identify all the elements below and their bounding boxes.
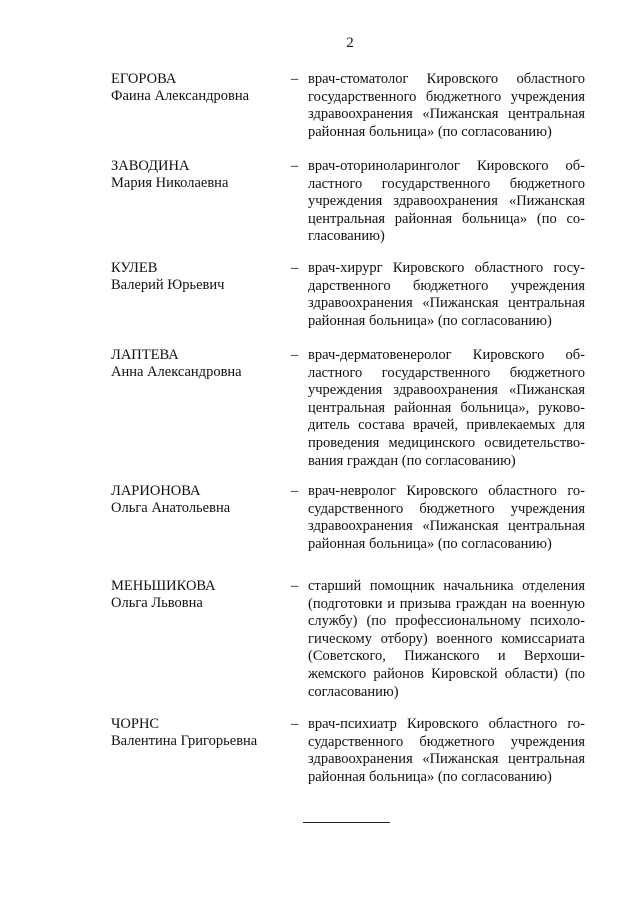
entry-dash: –	[291, 347, 299, 363]
member-position	[308, 260, 585, 330]
entry-dash: –	[291, 483, 299, 499]
member-position	[308, 71, 585, 141]
member-surname: МЕНЬШИКОВА	[111, 578, 216, 594]
position-text-line: учреждения здравоохранения «Пижанская	[308, 193, 585, 210]
member-position	[308, 158, 585, 246]
member-name	[111, 260, 286, 294]
position-text-line: старший помощник начальника отделения	[308, 578, 585, 594]
end-of-list-rule	[303, 822, 390, 823]
entry-dash: –	[291, 578, 299, 594]
member-position	[308, 347, 585, 470]
position-text-line: вания граждан (по согласованию)	[308, 452, 516, 469]
member-given-names: Валентина Григорьевна	[111, 733, 258, 749]
member-position	[308, 578, 585, 701]
member-given-names: Мария Николаевна	[111, 175, 229, 191]
member-given-names: Анна Александровна	[111, 364, 242, 380]
member-surname: ЗАВОДИНА	[111, 158, 190, 174]
member-given-names: Ольга Анатольевна	[111, 500, 231, 516]
member-given-names: Валерий Юрьевич	[111, 277, 225, 293]
position-text-line: районная больница» (по согласованию)	[308, 535, 552, 552]
position-text-line: согласованию)	[308, 683, 399, 700]
member-name	[111, 158, 286, 192]
position-text-line: врач-оториноларинголог Кировского об-	[308, 158, 585, 174]
position-text-line: здравоохранения «Пижанская центральная	[308, 751, 585, 768]
member-name	[111, 347, 286, 381]
member-name	[111, 71, 286, 105]
member-given-names: Ольга Львовна	[111, 595, 203, 611]
member-surname: ЛАРИОНОВА	[111, 483, 201, 499]
position-text-line: врач-невролог Кировского областного го-	[308, 483, 585, 499]
position-text-line: дитель состава врачей, привлекаемых для	[308, 417, 585, 434]
position-text-line: ластного государственного бюджетного	[308, 175, 585, 192]
position-text-line: гическому отбору) военного комиссариата	[308, 630, 585, 647]
position-text-line: сударственного бюджетного учреждения	[308, 500, 585, 517]
position-text-line: районная больница» (по согласованию)	[308, 312, 552, 329]
position-text-line: жемского районов Кировской области) (по	[308, 665, 585, 682]
position-text-line: учреждения здравоохранения «Пижанская	[308, 382, 585, 399]
position-text-line: (подготовки и призыва граждан на военную	[308, 595, 585, 612]
position-text-line: сударственного бюджетного учреждения	[308, 733, 585, 750]
position-text-line: здравоохранения «Пижанская центральная	[308, 106, 585, 123]
position-text-line: врач-дерматовенеролог Кировского об-	[308, 347, 585, 363]
member-position	[308, 716, 585, 786]
position-text-line: врач-стоматолог Кировского областного	[308, 71, 585, 87]
position-text-line: врач-психиатр Кировского областного го-	[308, 716, 585, 732]
position-text-line: (Советского, Пижанского и Верхоши-	[308, 648, 585, 665]
position-text-line: центральная районная больница», руково-	[308, 399, 585, 416]
page-number: 2	[346, 35, 354, 51]
member-surname: ЕГОРОВА	[111, 71, 177, 87]
position-text-line: районная больница» (по согласованию)	[308, 768, 552, 785]
position-text-line: государственного бюджетного учреждения	[308, 88, 585, 105]
member-surname: КУЛЕВ	[111, 260, 158, 276]
member-surname: ЛАПТЕВА	[111, 347, 179, 363]
member-position	[308, 483, 585, 553]
member-given-names: Фаина Александровна	[111, 88, 250, 104]
member-name	[111, 578, 286, 612]
member-surname: ЧОРНС	[111, 716, 160, 732]
entry-dash: –	[291, 260, 299, 276]
member-name	[111, 716, 286, 750]
member-name	[111, 483, 286, 517]
position-text-line: здравоохранения «Пижанская центральная	[308, 518, 585, 535]
entry-dash: –	[291, 158, 299, 174]
position-text-line: дарственного бюджетного учреждения	[308, 277, 585, 294]
position-text-line: врач-хирург Кировского областного госу-	[308, 260, 585, 276]
position-text-line: проведения медицинского освидетельство-	[308, 434, 585, 451]
position-text-line: районная больница» (по согласованию)	[308, 123, 552, 140]
position-text-line: здравоохранения «Пижанская центральная	[308, 295, 585, 312]
entry-dash: –	[291, 716, 299, 732]
position-text-line: службу) (по профессиональному психоло-	[308, 613, 585, 630]
position-text-line: гласованию)	[308, 228, 385, 245]
position-text-line: ластного государственного бюджетного	[308, 364, 585, 381]
entry-dash: –	[291, 71, 299, 87]
position-text-line: центральная районная больница» (по со-	[308, 210, 585, 227]
